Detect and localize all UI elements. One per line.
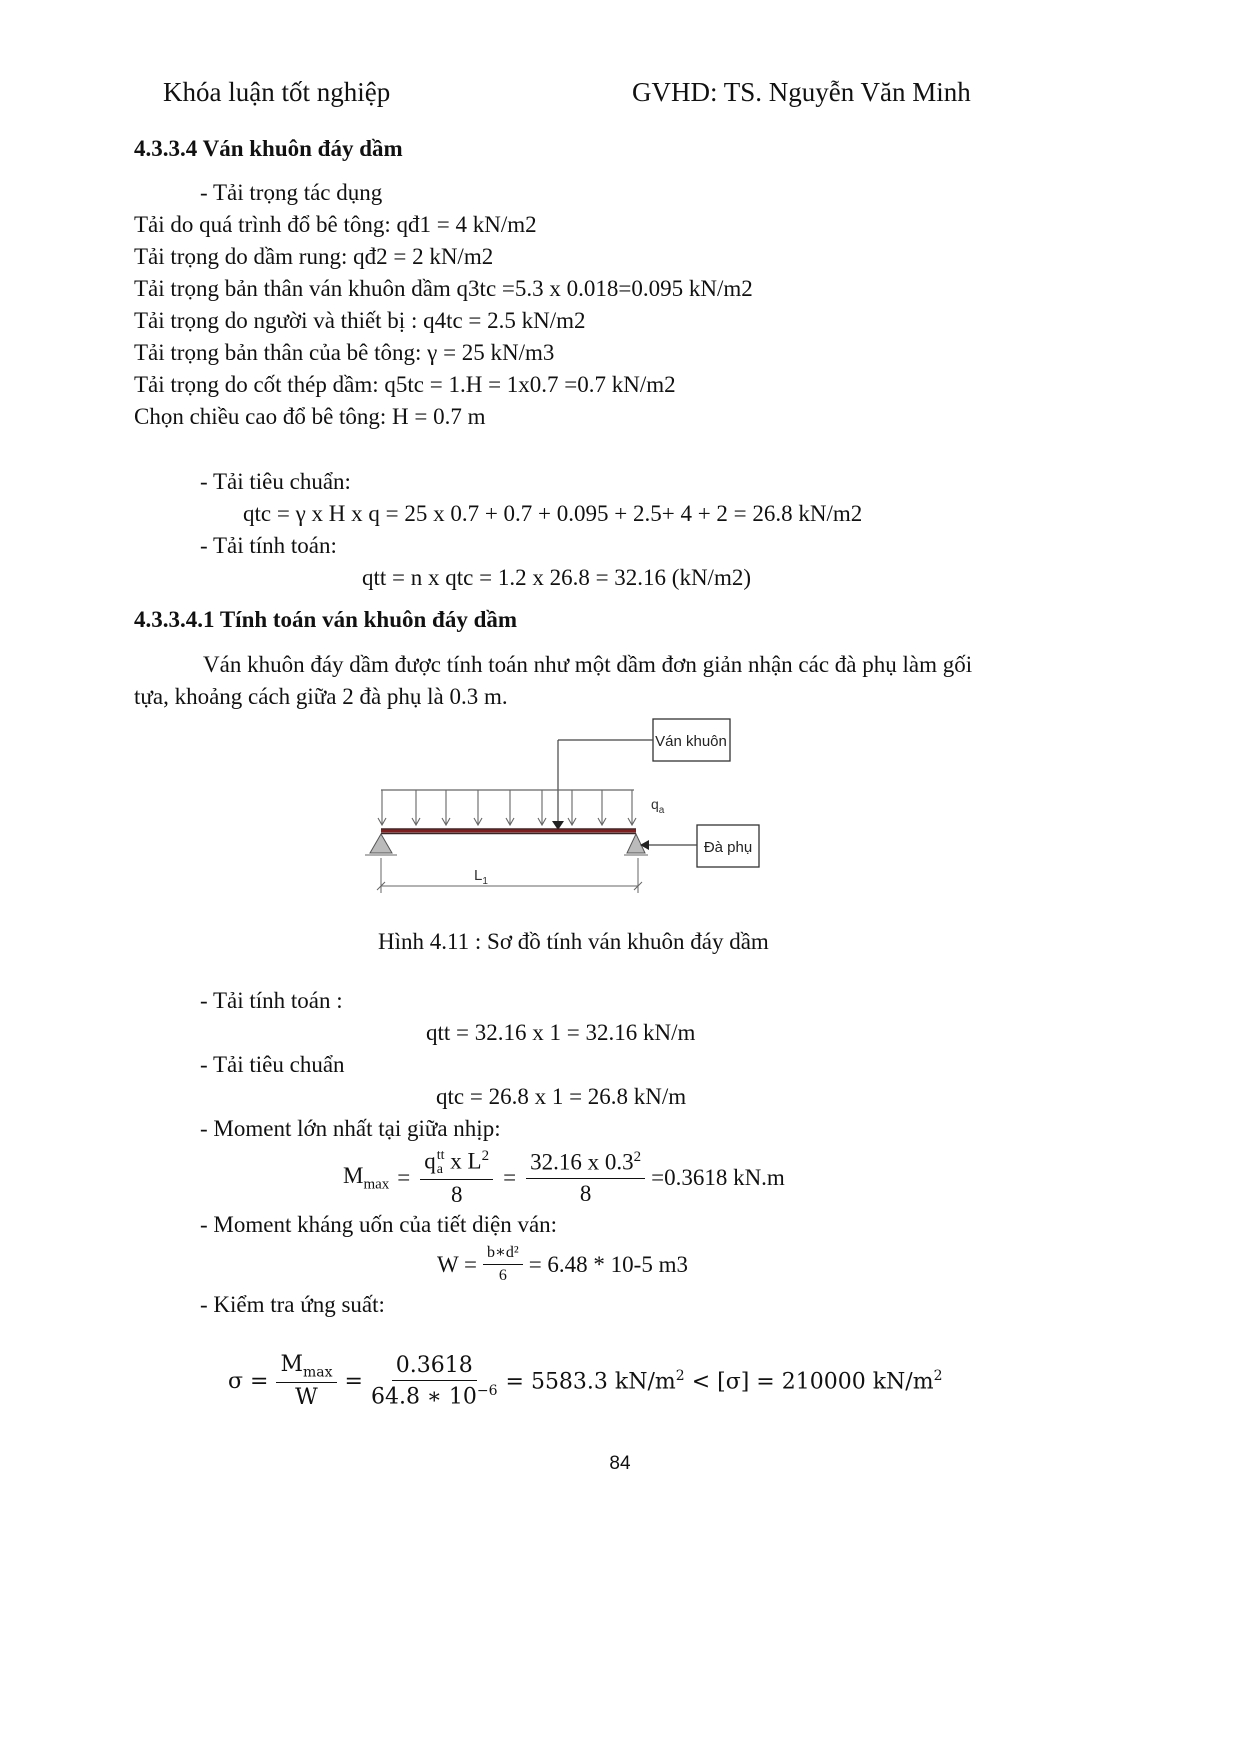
sigma-lhs: σ = — [228, 1368, 269, 1394]
stress-fraction-symbolic: $\frac{M_{max}}{W}$ — [276, 1352, 336, 1411]
right-support — [627, 834, 645, 853]
figure-caption: Hình 4.11 : Sơ đồ tính ván khuôn đáy dầm — [378, 929, 769, 954]
load-arrow-6 — [538, 790, 546, 825]
load-arrows — [378, 790, 636, 825]
beam-diagram — [360, 712, 780, 897]
stress-check-label: - Kiểm tra ứng suất: — [200, 1292, 385, 1317]
load-q-label: $q_a$ — [651, 796, 665, 816]
joist-label: Đà phụ — [703, 839, 753, 856]
equals-3: = — [344, 1368, 363, 1394]
load-arrow-4 — [474, 790, 482, 825]
intro-paragraph-line-2: tựa, khoảng cách giữa 2 đà phụ là 0.3 m. — [134, 684, 508, 709]
stress-result: = 5583.3 $kN/m^2 < [\sigma] = 210000$ $kN/m^2$ — [505, 1368, 943, 1395]
section-heading-4334: 4.3.3.4 Ván khuôn đáy dầm — [134, 136, 403, 161]
load-line-2: Tải trọng do dầm rung: qđ2 = 2 kN/m2 — [134, 244, 494, 269]
w-fraction: $\frac{\text{b∗d²}}{6}$ — [483, 1244, 523, 1286]
intro-paragraph-line-1: Ván khuôn đáy dầm được tính toán như một dầm đơn giản nhận các đà phụ làm gối — [203, 652, 973, 677]
load-arrow-7 — [568, 790, 576, 825]
loads-title: - Tải trọng tác dụng — [200, 180, 383, 205]
load-line-4: Tải trọng do người và thiết bị : q4tc = 2.5 kN/m2 — [134, 308, 586, 333]
section-heading-43341: 4.3.3.4.1 Tính toán ván khuôn đáy dầm — [134, 607, 518, 632]
w-lhs: W = — [437, 1251, 478, 1277]
header-right: GVHD: TS. Nguyễn Văn Minh — [632, 77, 971, 107]
mmax-symbol: $M_{max}$ — [343, 1163, 390, 1193]
mmax-fraction-numeric: $\frac{32.16 x 0.3^2}{8}$ — [526, 1149, 645, 1208]
formwork-label: Ván khuôn — [655, 733, 727, 750]
header-left: Khóa luận tốt nghiệp — [163, 77, 391, 107]
section-modulus-label: - Moment kháng uốn của tiết diện ván: — [200, 1212, 558, 1237]
w-equation — [437, 1244, 688, 1286]
mmax-result: =0.3618 kN.m — [651, 1165, 785, 1191]
equals-2: = — [503, 1165, 517, 1191]
calc-load-value: qtt = 32.16 x 1 = 32.16 kN/m — [426, 1020, 696, 1045]
std-load-label-2: - Tải tiêu chuẩn — [200, 1052, 345, 1077]
load-arrow-3 — [442, 790, 450, 825]
equals-1: = — [397, 1165, 411, 1191]
moment-label: - Moment lớn nhất tại giữa nhịp: — [200, 1116, 501, 1141]
load-arrow-5 — [506, 790, 514, 825]
load-arrow-9 — [628, 790, 636, 825]
left-support — [370, 834, 392, 853]
load-arrow-1 — [378, 790, 386, 825]
load-arrow-2 — [412, 790, 420, 825]
load-line-1: Tải do quá trình đổ bê tông: qđ1 = 4 kN/m2 — [134, 212, 537, 237]
calc-load-label-2: - Tải tính toán : — [200, 988, 343, 1013]
std-load-value: qtc = 26.8 x 1 = 26.8 kN/m — [436, 1084, 687, 1109]
load-line-7: Chọn chiều cao đổ bê tông: H = 0.7 m — [134, 404, 486, 429]
span-length-label: $L_1$ — [474, 867, 488, 887]
mmax-equation — [343, 1148, 785, 1209]
mmax-fraction-symbolic: q tt a x $L^2$ 8 — [420, 1148, 493, 1209]
stress-fraction-numeric: $\frac{0.3618}{64.8 ∗ 10^{-6}}$ — [370, 1352, 498, 1410]
std-load-formula: qtc = γ x H x q = 25 x 0.7 + 0.7 + 0.095 + 2.5+ 4 + 2 = 26.8 kN/m2 — [243, 501, 863, 526]
w-rhs: = 6.48 * 10-5 m3 — [528, 1251, 688, 1277]
calc-load-label: - Tải tính toán: — [200, 533, 337, 558]
stress-equation — [228, 1352, 942, 1411]
std-load-label: - Tải tiêu chuẩn: — [200, 469, 351, 494]
page-number: 84 — [609, 1453, 631, 1474]
load-line-6: Tải trọng do cốt thép dầm: q5tc = 1.H = 1x0.7 =0.7 kN/m2 — [134, 372, 676, 397]
load-line-5: Tải trọng bản thân của bê tông: γ = 25 kN/m3 — [134, 340, 555, 365]
calc-load-formula: qtt = n x qtc = 1.2 x 26.8 = 32.16 (kN/m2) — [362, 565, 752, 590]
load-arrow-8 — [598, 790, 606, 825]
load-line-3: Tải trọng bản thân ván khuôn dầm q3tc =5.3 x 0.018=0.095 kN/m2 — [134, 276, 753, 301]
